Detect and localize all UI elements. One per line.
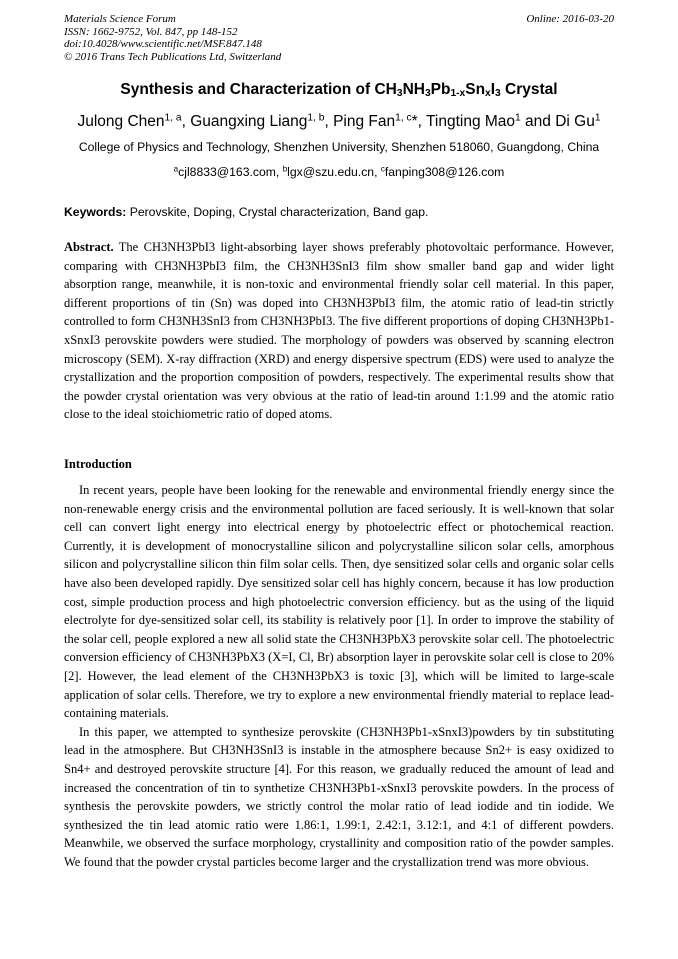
- abstract: [64, 238, 614, 424]
- online-date: Online: 2016-03-20: [526, 13, 614, 25]
- section-heading-introduction: Introduction: [64, 457, 132, 471]
- author-name: Julong Chen: [77, 113, 165, 130]
- paper-title: Synthesis and Characterization of $CH_3NH_3Pb_{1-x}Sn_xI_3$ Crystal: [120, 81, 558, 100]
- abstract-label: Abstract.: [64, 240, 114, 254]
- paragraph: In recent years, people have been looking for the renewable and environmental friendly energy since the non-renewable energy crisis and the environmental pollution are faced seriously. It is well-known that solar cell can convert light energy into electrical energy by photoelectric effect or photochemical reaction. Currently, it is development of monocrystalline silicon and polycrystalline silicon solar cells, amorphous silicon and polycrystalline silicon thin film solar cells. Then, dye sensitized solar cells and organic solar cells have also been developed rapidly. Dye sensitized solar cell has highly concern, because it has low production cost, simple production process and high photoelectric conversion efficiency. but as the using of the liquid electrolyte for dye-sensitized solar cell, its stability is relatively poor [1]. In order to improve the stability of the solar cell, people explored a new all solid state the CH3NH3PbX3 perovskite solar cell. The photoelectric conversion efficiency of CH3NH3PbX3 (X=I, Cl, Br) absorption layer in perovskite solar cell is close to 20% [2]. However, the lead element of the CH3NH3PbX3 is toxic [3], which will be limited to large-scale application of solar cells. Therefore, we try to explore a new environmental friendly material to replace lead-containing materials.: [64, 483, 614, 721]
- author-list: Julong Chen$^{1, a}$, Guangxing Liang$^{1, b}$, Ping Fan$^{1, c}$*, Tingting Mao$^1$ and Di Gu$^1$: [77, 112, 601, 130]
- journal-name: Materials Science Forum: [64, 13, 176, 25]
- doi-line: doi:10.4028/www.scientific.net/MSF.847.148: [64, 38, 262, 50]
- email-list: $^a$cjl8833@163.com, $^b$lgx@szu.edu.cn, $^c$fanping308@126.com: [173, 164, 505, 179]
- email-link[interactable]: cjl8833@163.com: [178, 165, 276, 179]
- copyright-line: © 2016 Trans Tech Publications Ltd, Switzerland: [64, 50, 282, 63]
- running-header: [64, 13, 281, 63]
- author-name: Di Gu: [555, 113, 595, 130]
- author-name: Tingting Mao: [426, 113, 516, 130]
- keywords: [64, 205, 428, 219]
- affiliation: College of Physics and Technology, Shenzhen University, Shenzhen 518060, Guangdong, China: [78, 140, 600, 154]
- introduction-body: [64, 481, 614, 871]
- abstract-text: The CH3NH3PbI3 light-absorbing layer shows preferably photovoltaic performance. However, comparing with CH3NH3PbI3 film, the CH3NH3SnI3 film show smaller band gap and wider light absorption range, meanwhile, it is non-toxic and environmental friendly solar cell material. In this paper, different proportions of tin (Sn) was doped into CH3NH3PbI3 film, the atomic ratio of lead-tin strictly controlled to form CH3NH3SnI3 from CH3NH3PbI3. The five different proportions of doping CH3NH3Pb1-xSnxI3 perovskite powders were studied. The morphology of powders was observed by scanning electron microscopy (SEM). X-ray diffraction (XRD) and energy dispersive spectrum (EDS) were used to analyze the crystallization and the proportion composition of powders, respectively. The experimental results show that the powder crystal orientation was very obvious at the ratio of lead-tin around 1:1.99 and the atomic ratio close to the ideal stoichiometric ratio of doped atoms.: [64, 240, 614, 422]
- issn-line: ISSN: 1662-9752, Vol. 847, pp 148-152: [64, 25, 238, 38]
- author-name: Guangxing Liang: [190, 113, 308, 130]
- email-link[interactable]: fanping308@126.com: [384, 165, 505, 179]
- paragraph: In this paper, we attempted to synthesize perovskite (CH3NH3Pb1-xSnxI3)powders by tin substituting lead in the atmosphere. But CH3NH3SnI3 is instable in the atmosphere because Sn2+ is easy oxidized to Sn4+ and destroyed perovskite structure [4]. For this reason, we gradually reduced the amount of lead and increased the concentration of tin to synthetize CH3NH3Pb1-xSnxI3 perovskite powders. In the process of synthesis the perovskite powders, we strictly control the molar ratio of lead iodide and tin iodide. We synthesized the tin lead atomic ratio were 1.86:1, 1.99:1, 2.42:1, 3.12:1, and 4:1 of different powders. Meanwhile, we observed the surface morphology, crystallinity and composition ratio of the powder samples. We found that the powder crystal particles become larger and the crystallization trend was more obvious.: [64, 724, 614, 869]
- email-link[interactable]: lgx@szu.edu.cn: [287, 165, 375, 179]
- keywords-text: Perovskite, Doping, Crystal characterization, Band gap.: [126, 205, 429, 219]
- author-name: Ping Fan: [333, 113, 396, 130]
- keywords-label: Keywords:: [64, 205, 127, 219]
